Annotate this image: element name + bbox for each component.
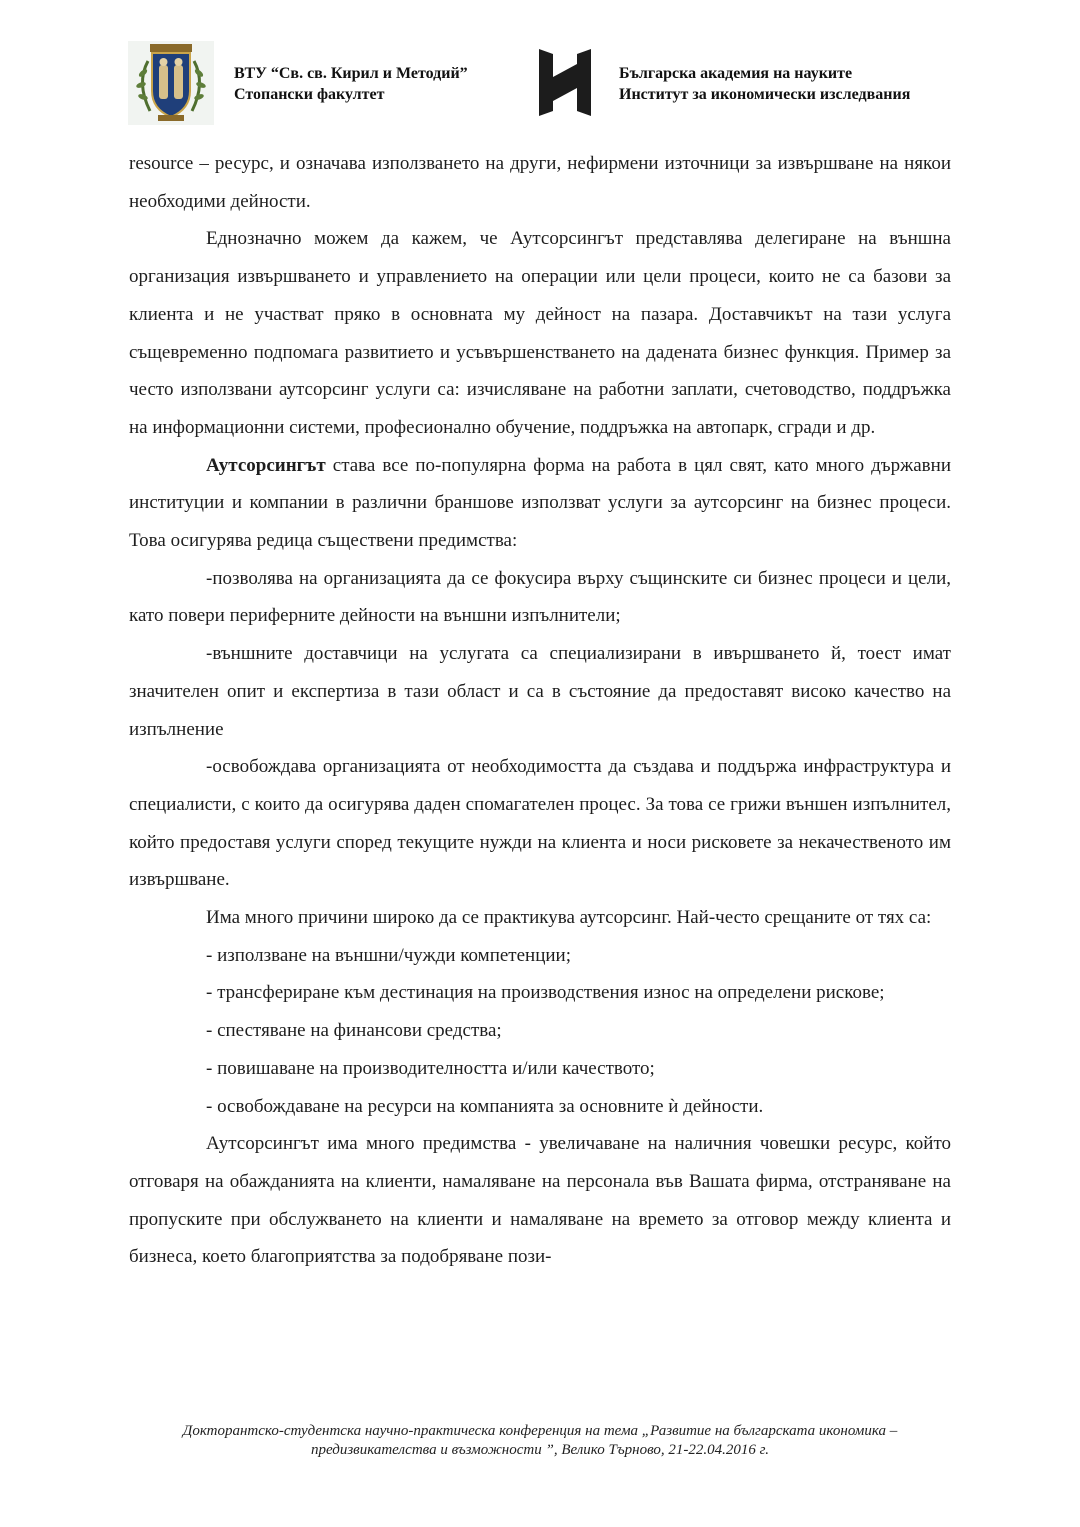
institute-name: Институт за икономически изследвания (619, 86, 911, 103)
faculty-name: Стопански факултет (234, 86, 385, 103)
paragraph-text: Еднозначно можем да кажем, че Аутсорсингът представлява делегиране на външна организация извършването и управлението на операции или цели процеси, които не са базови за клиента и не участват пряко в основната му дейност на пазара. Доставчикът на тази услуга същевременно подпомага развитието и усъвършенстването на дадената бизнес функция. Пример за често използвани аутсорсинг услуги са: изчисляване на работни заплати, счетоводство, поддръжка на информационни системи, професионално обучение, поддръжка на автопарк, сгради и др. (129, 228, 951, 438)
university-crest-icon (128, 41, 214, 125)
paragraph-text: resource – ресурс, и означава използването на други, нефирмени източници за извършване на някои необходими дейности. (129, 153, 951, 212)
paragraph-text: -позволява на организацията да се фокусира върху същинските си бизнес процеси и цели, като повери периферните дейности на външни изпълнители; (129, 567, 951, 627)
paragraph (129, 899, 951, 937)
paragraph-bold-term: Аутсорсингът (206, 454, 326, 476)
paragraph-text: - освобождаване на ресурси на компанията за основните ѝ дейности. (206, 1095, 764, 1117)
page-header (0, 0, 1080, 130)
list-item (129, 635, 951, 748)
conference-citation: Докторантско-студентска научно-практическа конференция на тема „Развитие на българската икономика – предизвикателства и възможности ”, Велико Търново, 21-22.04.2016 г. (182, 1423, 898, 1458)
page-footer (120, 1422, 960, 1460)
paragraph-text: Аутсорсингът има много предимства - увеличаване на наличния човешки ресурс, който отговаря на обажданията на клиенти, намаляване на персонала във Вашата фирма, отстраняване на пропуските при обслужването на клиенти и намаляване на времето за отговор между клиента и бизнеса, което благоприятства за подобряване пози- (129, 1133, 951, 1268)
paragraph-text: -външните доставчици на услугата са специализирани в ивършването й, тоест имат значителен опит и експертиза в тази област и са в състояние да предоставят високо качество на изпълнение (129, 643, 951, 740)
list-item (129, 1012, 951, 1050)
document-body (129, 145, 951, 1276)
institute-logo-icon (536, 49, 594, 116)
paragraph-text: -освобождава организацията от необходимостта да създава и поддържа инфраструктура и специалисти, с които да осигурява даден спомагателен процес. За това се грижи външен изпълнител, който предоставя услуги според текущите нужди на клиента и носи рисковете за некачественото им извършване. (129, 756, 951, 891)
paragraph (129, 447, 951, 560)
list-item (129, 937, 951, 975)
list-item (129, 974, 951, 1012)
paragraph-text: - повишаване на производителността и/или качеството; (206, 1057, 655, 1079)
list-item (129, 1050, 951, 1088)
paragraph-text: - спестяване на финансови средства; (206, 1020, 502, 1042)
paragraph-text: Има много причини широко да се практикува аутсорсинг. Най-често срещаните от тях са: (206, 907, 932, 929)
list-item (129, 560, 951, 635)
paragraph (129, 145, 951, 220)
academy-name: Българска академия на науките (619, 65, 853, 82)
paragraph-text: - използване на външни/чужди компетенции; (206, 944, 571, 966)
university-title (234, 63, 468, 105)
institute-title (619, 63, 910, 105)
university-name: ВТУ “Св. св. Кирил и Методий” (234, 65, 468, 82)
paragraph-text: - трансфериране към дестинация на производствения износ на определени рискове; (206, 982, 885, 1004)
list-item (129, 1088, 951, 1126)
paragraph (129, 220, 951, 446)
paragraph (129, 1125, 951, 1276)
paragraph-text: става все по-популярна форма на работа в цял свят, като много държавни институции и компании в различни браншове използват услуги за аутсорсинг на бизнес процеси. Това осигурява редица съществени предимства: (129, 454, 951, 552)
list-item (129, 748, 951, 899)
